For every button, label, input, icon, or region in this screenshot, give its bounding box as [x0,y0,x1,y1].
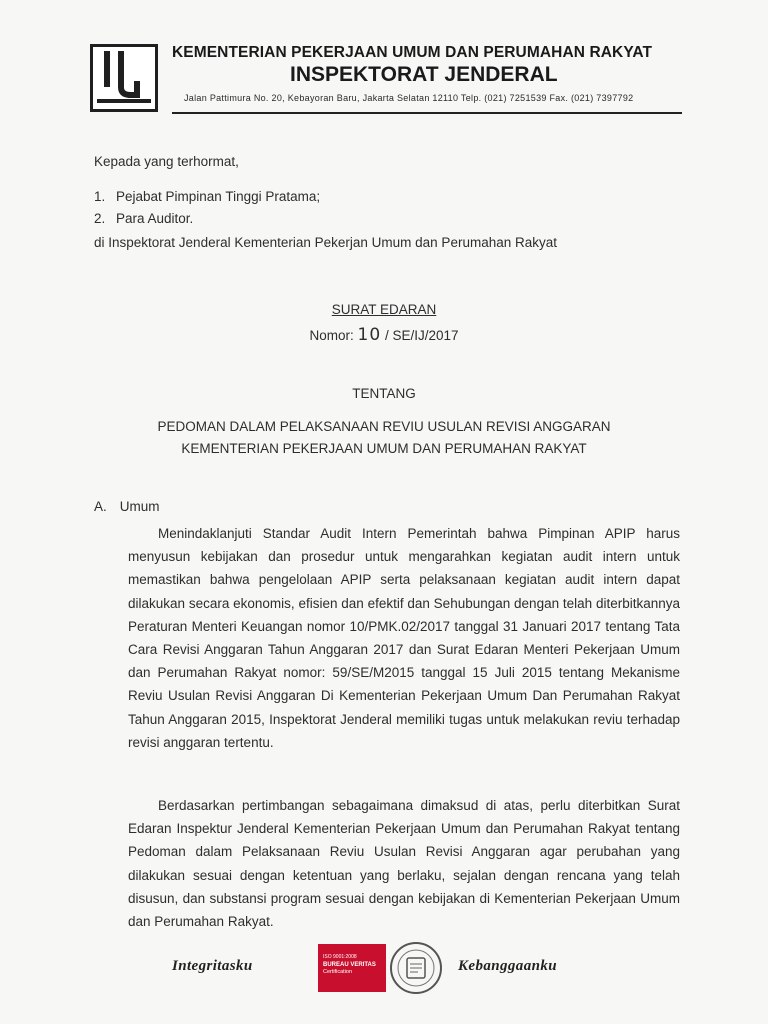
list-item-text: Pejabat Pimpinan Tinggi Pratama; [116,189,321,204]
list-item-number: 1. [94,189,106,204]
number-suffix: / SE/IJ/2017 [384,328,459,343]
section-title: Umum [119,499,160,514]
cert-iso: ISO 9001:2008 [323,954,357,960]
letterhead-rule [172,112,682,114]
list-item-number: 2. [94,211,106,226]
subject-line: KEMENTERIAN PEKERJAAN UMUM DAN PERUMAHAN RAKYAT [181,441,587,456]
list-item-text: Para Auditor. [116,211,194,226]
circular-subject [0,416,768,460]
section-heading [94,497,160,517]
paragraph: Menindaklanjuti Standar Audit Intern Pemerintah bahwa Pimpinan APIP harus menyusun kebijakan dan prosedur untuk mengarahkan kegiatan audit intern untuk memastikan bahwa pengelolaan APIP serta pelaksanaan kegiatan audit intern dapat dilakukan secara ekonomis, efisien dan efektif dan Sehubungan dengan telah diterbitkannya Peraturan Menteri Keuangan nomor 10/PMK.02/2017 tanggal 31 Januari 2017 tentang Tata Cara Revisi Anggaran Tahun Anggaran 2017 dan Surat Edaran Menteri Pekerjaan Umum dan Perumahan Rakyat nomor: 59/SE/M2015 tanggal 15 Juli 2015 tentang Mekanisme Reviu Usulan Revisi Anggaran Di Kementerian Pekerjaan Umum Dan Perumahan Rakyat Tahun Anggaran 2015, Inspektorat Jenderal memiliki tugas untuk melakukan reviu terhadap revisi anggaran tertentu. [128,526,680,750]
letterhead [90,42,682,118]
list-item [94,186,320,208]
ministry-name: KEMENTERIAN PEKERJAAN UMUM DAN PERUMAHAN RAKYAT [172,44,653,61]
office-address: Jalan Pattimura No. 20, Kebayoran Baru, Jakarta Selatan 12110 Telp. (021) 7251539 Fax. (021) 7397792 [184,93,634,103]
circular-about: TENTANG [352,386,416,401]
certification-seal-icon [388,940,444,996]
section-label: A. [94,499,107,514]
cert-sub: Certification [323,969,353,975]
motto-right: Kebanggaanku [458,958,557,974]
cert-name: BUREAU VERITAS [323,962,376,968]
footer [0,940,768,1010]
unit-name: INSPEKTORAT JENDERAL [290,63,558,86]
list-item [94,208,320,230]
certification-badge [318,944,386,992]
circular-title: SURAT EDARAN [331,302,437,317]
recipient-list [94,186,320,230]
paragraph: Berdasarkan pertimbangan sebagaimana dimaksud di atas, perlu diterbitkan Surat Edaran Inspektur Jenderal Kementerian Pekerjaan Umum dan Perumahan Rakyat tentang Pedoman dalam Pelaksanaan Reviu Usulan Revisi Anggaran agar perubahan yang dilakukan sesuai dengan ketentuan yang berlaku, sejalan dengan rencana yang telah disusun, dan substansi program sesuai dengan kebijakan di Kementerian Pekerjaan Umum dan Perumahan Rakyat. [128,798,680,930]
recipient-location: di Inspektorat Jenderal Kementerian Pekerjan Umum dan Perumahan Rakyat [94,235,557,250]
subject-line: PEDOMAN DALAM PELAKSANAAN REVIU USULAN REVISI ANGGARAN [157,419,611,434]
recipient-greeting: Kepada yang terhormat, [94,154,239,169]
motto-left: Integritasku [172,958,253,974]
circular-number [0,325,768,346]
number-label: Nomor: [309,328,354,343]
number-handwritten: 10 [357,325,382,345]
ministry-logo-icon [90,44,158,112]
